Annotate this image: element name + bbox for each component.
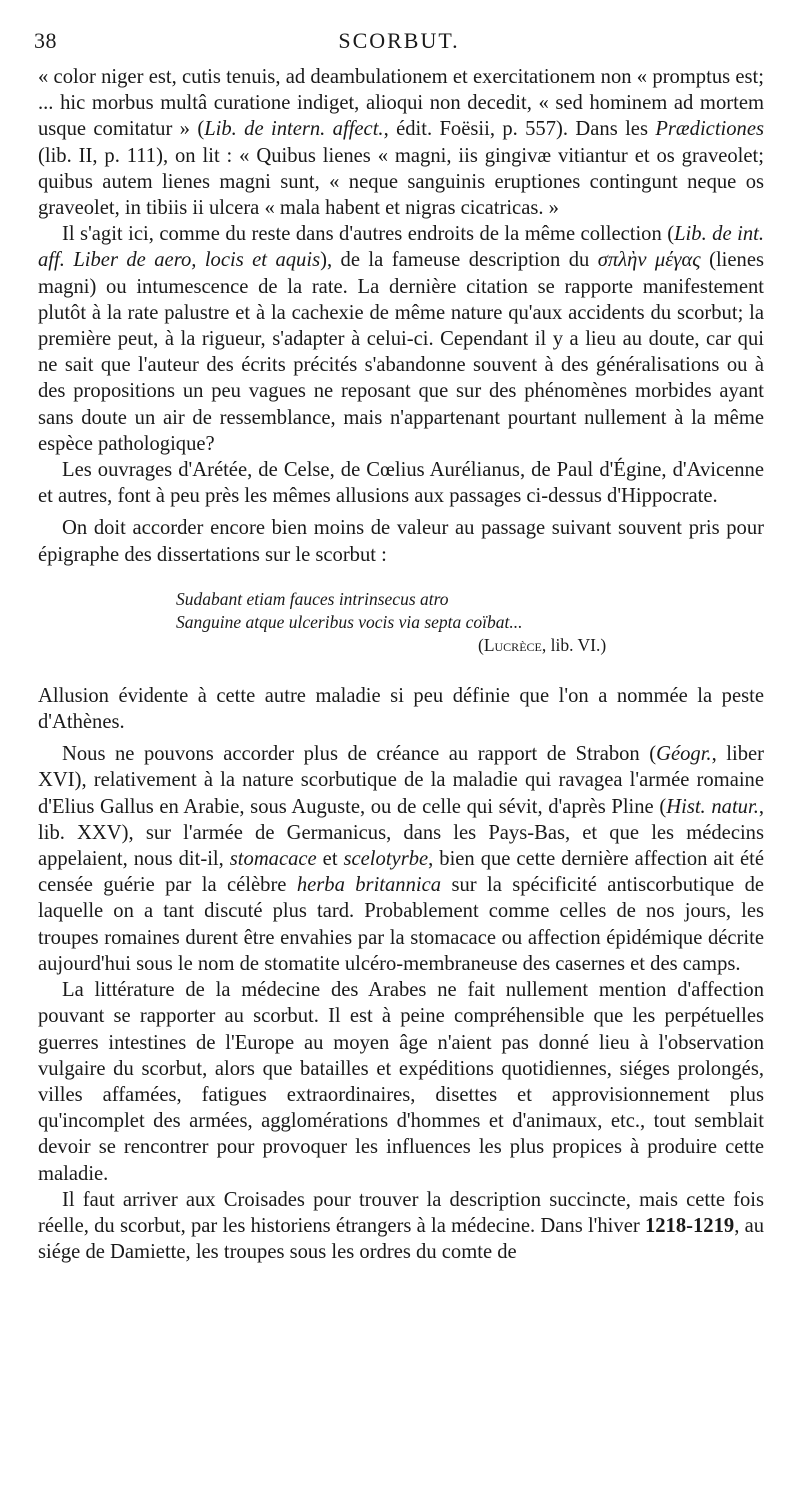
citation-italic: Prædictiones	[655, 118, 765, 141]
citation-italic: Géogr.	[656, 743, 712, 766]
text-run: Nous ne pouvons accorder plus de créance au rapport de Strabon (	[62, 743, 657, 766]
page-number: 38	[34, 28, 57, 53]
paragraph-collection	[38, 221, 764, 457]
text-run: ), de la fameuse description du	[320, 249, 598, 272]
quote-reference: , lib. VI.)	[541, 634, 607, 655]
paragraph-hippocrates-quote	[38, 64, 764, 221]
quote-author: (Lucrèce	[478, 634, 542, 655]
greek-term: σπλὴν μέγας	[597, 249, 701, 272]
text-run: , lib. XXV), sur l'armée de Germanicus, dans les Pays-Bas, et que les médecins appelaient, nous dit-il,	[38, 795, 764, 871]
page-header	[34, 28, 764, 58]
text-run: Il s'agit ici, comme du reste dans d'autres endroits de la même collection (	[62, 223, 675, 246]
citation-italic: Hist. natur.	[666, 795, 759, 818]
text-run: , édit. Foësii, p. 557). Dans les	[383, 118, 656, 141]
term-italic: stomacace	[229, 848, 317, 871]
text-run: sur la spécificité antiscorbutique de laquelle on a tant discuté plus tard. Probablement comme celles de nos jours, les troupes romaines durent être envahies par la stomacace ou affection épidémique décrite aujourd'hui sous le nom de stomatite ulcéro-membraneuse des casernes et des camps.	[38, 874, 765, 975]
text-run: (lienes magni) ou intumescence de la rate. La dernière citation se rapporte manifestement plutôt à la rate palustre et à la cachexie de même nature qu'aux accidents du scorbut; la première peut, à la rigueur, s'adapter à celui-ci. Cependant il y a lieu au doute, car qui ne sait que l'auteur des écrits précités s'abandonne souvent à des généralisations ou à des propositions un peu vagues ne reposant que sur des phénomènes morbides ayant sans doute un air de ressemblance, mais n'appartenant pourtant nullement à la même espèce pathologique?	[38, 249, 764, 455]
page-body	[38, 64, 764, 1265]
citation-italic: Lib. de intern. affect.	[204, 118, 384, 141]
paragraph-athens-plague: Allusion évidente à cette autre maladie si peu définie que l'on a nommée la peste d'Athènes.	[38, 684, 764, 734]
paragraph-crusades	[38, 1187, 764, 1266]
paragraph-epigraph-intro: On doit accorder encore bien moins de valeur au passage suivant souvent pris pour épigraphe des dissertations sur le scorbut :	[38, 517, 764, 566]
paragraph-ancient-authors: Les ouvrages d'Arétée, de Celse, de Cœlius Aurélianus, de Paul d'Égine, d'Avicenne et autres, font à peu près les mêmes allusions aux passages ci-dessus d'Hippocrate.	[38, 459, 764, 508]
text-run: , liber XVI), relativement à la nature scorbutique de la maladie qui ravagea l'armée romaine d'Elius Gallus en Arabie, sous Auguste, ou de celle qui sévit, d'après Pline (	[38, 743, 764, 818]
text-run: , bien que cette dernière affection ait été censée guérie par la célèbre	[38, 848, 764, 897]
term-italic: scelotyrbe	[343, 848, 429, 871]
paragraph-arab-medicine: La littérature de la médecine des Arabes ne fait nullement mention d'affection pouvant se rapporter au scorbut. Il est à peine compréhensible que les perpétuelles guerres intestines de l'Europe au moyen âge n'aient pas donné lieu à l'observation vulgaire du scorbut, alors que batailles et expéditions quotidiennes, siéges prolongés, villes affamées, fatigues extraordinaires, disettes et approvisionnement plus qu'incomplet des armées, agglomérations d'hommes et d'animaux, etc., tout semblait devoir se rencontrer pour provoquer les influences les plus propices à produire cette maladie.	[38, 979, 764, 1185]
running-title: SCORBUT.	[338, 28, 460, 53]
paragraph-strabon	[38, 741, 764, 977]
quote-line: Sanguine atque ulceribus vocis via septa coïbat...	[176, 611, 523, 632]
quote-line: Sudabant etiam fauces intrinsecus atro	[176, 588, 449, 609]
term-italic: herba britannica	[296, 874, 442, 897]
text-run: , au siége de Damiette, les troupes sous les ordres du comte de	[38, 1214, 765, 1264]
quote-source	[38, 634, 764, 657]
text-run: Il faut arriver aux Croisades pour trouver la description succincte, mais cette fois réelle, du scorbut, par les historiens étrangers à la médecine. Dans l'hiver	[38, 1188, 764, 1237]
lucretius-quote	[38, 588, 764, 657]
text-run: et	[316, 848, 344, 871]
text-run: (lib. II, p. 111), on lit : « Quibus lienes « magni, iis gingivæ vitiantur et os graveolet; quibus autem lienes magni sunt, « neque sanguinis eruptiones contingunt neque os graveolet, in tibiis ii ulcera « mala habent et nigras cicatricas. »	[38, 144, 764, 220]
date-range: 1218-1219	[644, 1214, 735, 1237]
text-run: « color niger est, cutis tenuis, ad deambulationem et exercitationem non « promptus est; ... hic morbus multâ curatione indiget, alioqui non decedit, « sed hominem ad mortem usque comitatur » (	[38, 66, 764, 141]
citation-italic: Lib. de int. aff. Liber de aero, locis et aquis	[38, 223, 764, 272]
